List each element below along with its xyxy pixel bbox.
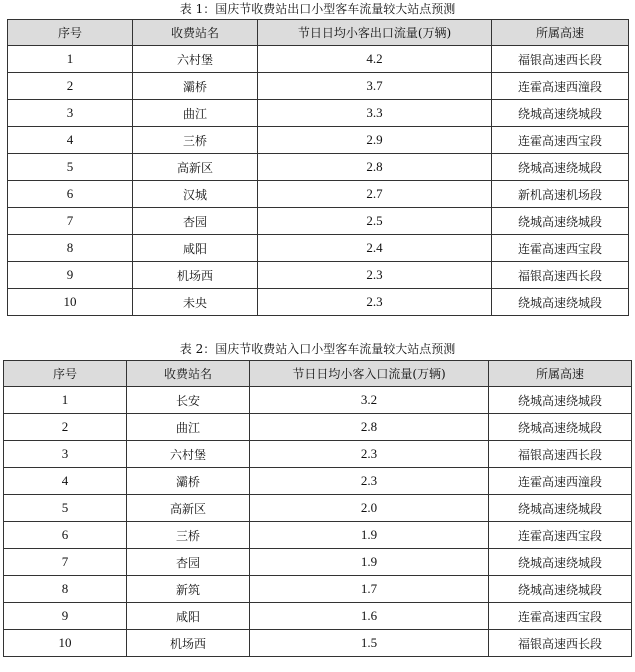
cell-flow: 2.9: [258, 127, 492, 154]
cell-station: 高新区: [133, 154, 258, 181]
cell-index: 9: [4, 603, 127, 630]
entry-flow-table: [3, 360, 632, 657]
cell-flow: 1.7: [250, 576, 489, 603]
cell-station: 三桥: [127, 522, 250, 549]
cell-index: 3: [4, 441, 127, 468]
cell-station: 新筑: [127, 576, 250, 603]
header-highway: 所属高速: [492, 20, 629, 46]
cell-index: 2: [8, 73, 133, 100]
cell-index: 5: [4, 495, 127, 522]
cell-index: 6: [8, 181, 133, 208]
cell-station: 三桥: [133, 127, 258, 154]
table-row: [8, 154, 629, 181]
cell-index: 3: [8, 100, 133, 127]
cell-station: 汉城: [133, 181, 258, 208]
cell-index: 5: [8, 154, 133, 181]
table-row: [8, 127, 629, 154]
cell-flow: 3.7: [258, 73, 492, 100]
cell-highway: 福银高速西长段: [489, 441, 632, 468]
cell-highway: 绕城高速绕城段: [489, 495, 632, 522]
cell-flow: 1.9: [250, 522, 489, 549]
cell-highway: 绕城高速绕城段: [489, 387, 632, 414]
cell-station: 杏园: [127, 549, 250, 576]
cell-flow: 2.8: [250, 414, 489, 441]
header-index: 序号: [4, 361, 127, 387]
cell-highway: 连霍高速西宝段: [489, 603, 632, 630]
cell-station: 灞桥: [127, 468, 250, 495]
header-highway: 所属高速: [489, 361, 632, 387]
table-body: [4, 387, 632, 657]
cell-highway: 连霍高速西宝段: [492, 127, 629, 154]
table-row: [4, 549, 632, 576]
table-row: [8, 46, 629, 73]
header-index: 序号: [8, 20, 133, 46]
header-station: 收费站名: [127, 361, 250, 387]
cell-flow: 4.2: [258, 46, 492, 73]
cell-index: 10: [8, 289, 133, 316]
table-row: [8, 289, 629, 316]
cell-highway: 连霍高速西潼段: [492, 73, 629, 100]
cell-flow: 2.4: [258, 235, 492, 262]
table-row: [8, 181, 629, 208]
table-row: [4, 630, 632, 657]
cell-flow: 2.8: [258, 154, 492, 181]
cell-highway: 连霍高速西潼段: [489, 468, 632, 495]
header-station: 收费站名: [133, 20, 258, 46]
cell-flow: 2.3: [258, 262, 492, 289]
cell-station: 未央: [133, 289, 258, 316]
table-row: [8, 73, 629, 100]
cell-flow: 2.3: [250, 468, 489, 495]
cell-highway: 绕城高速绕城段: [489, 414, 632, 441]
header-flow: 节日日均小客入口流量(万辆): [250, 361, 489, 387]
cell-station: 灞桥: [133, 73, 258, 100]
cell-station: 曲江: [127, 414, 250, 441]
table-row: [4, 441, 632, 468]
cell-index: 9: [8, 262, 133, 289]
table2-caption: 表 2：国庆节收费站入口小型客车流量较大站点预测: [179, 342, 456, 356]
exit-flow-table: [7, 19, 629, 316]
cell-highway: 福银高速西长段: [489, 630, 632, 657]
table-row: [4, 603, 632, 630]
cell-flow: 2.3: [258, 289, 492, 316]
table-header: [8, 20, 629, 46]
cell-station: 咸阳: [127, 603, 250, 630]
cell-station: 机场西: [133, 262, 258, 289]
cell-flow: 1.9: [250, 549, 489, 576]
cell-flow: 1.5: [250, 630, 489, 657]
cell-station: 高新区: [127, 495, 250, 522]
cell-station: 机场西: [127, 630, 250, 657]
cell-index: 6: [4, 522, 127, 549]
table-row: [8, 100, 629, 127]
cell-flow: 2.5: [258, 208, 492, 235]
cell-flow: 3.3: [258, 100, 492, 127]
cell-highway: 绕城高速绕城段: [489, 576, 632, 603]
cell-highway: 新机高速机场段: [492, 181, 629, 208]
cell-highway: 绕城高速绕城段: [489, 549, 632, 576]
cell-flow: 2.3: [250, 441, 489, 468]
header-flow: 节日日均小客出口流量(万辆): [258, 20, 492, 46]
cell-flow: 2.0: [250, 495, 489, 522]
cell-station: 长安: [127, 387, 250, 414]
cell-station: 曲江: [133, 100, 258, 127]
table-row: [8, 235, 629, 262]
cell-highway: 福银高速西长段: [492, 262, 629, 289]
table-row: [8, 208, 629, 235]
cell-index: 7: [8, 208, 133, 235]
cell-station: 咸阳: [133, 235, 258, 262]
cell-highway: 绕城高速绕城段: [492, 208, 629, 235]
table-row: [4, 414, 632, 441]
table-row: [4, 576, 632, 603]
cell-index: 7: [4, 549, 127, 576]
cell-station: 六村堡: [127, 441, 250, 468]
table-header: [4, 361, 632, 387]
table-row: [4, 468, 632, 495]
cell-index: 4: [4, 468, 127, 495]
table1-caption: 表 1：国庆节收费站出口小型客车流量较大站点预测: [179, 2, 456, 16]
cell-highway: 绕城高速绕城段: [492, 100, 629, 127]
cell-index: 4: [8, 127, 133, 154]
cell-station: 六村堡: [133, 46, 258, 73]
cell-highway: 绕城高速绕城段: [492, 289, 629, 316]
table-row: [4, 522, 632, 549]
cell-index: 1: [8, 46, 133, 73]
cell-highway: 连霍高速西宝段: [492, 235, 629, 262]
cell-highway: 绕城高速绕城段: [492, 154, 629, 181]
table-row: [4, 495, 632, 522]
cell-flow: 3.2: [250, 387, 489, 414]
cell-index: 1: [4, 387, 127, 414]
cell-index: 8: [8, 235, 133, 262]
cell-flow: 2.7: [258, 181, 492, 208]
cell-index: 8: [4, 576, 127, 603]
cell-highway: 连霍高速西宝段: [489, 522, 632, 549]
cell-flow: 1.6: [250, 603, 489, 630]
cell-station: 杏园: [133, 208, 258, 235]
cell-highway: 福银高速西长段: [492, 46, 629, 73]
table-row: [8, 262, 629, 289]
table-body: [8, 46, 629, 316]
cell-index: 10: [4, 630, 127, 657]
table-row: [4, 387, 632, 414]
cell-index: 2: [4, 414, 127, 441]
